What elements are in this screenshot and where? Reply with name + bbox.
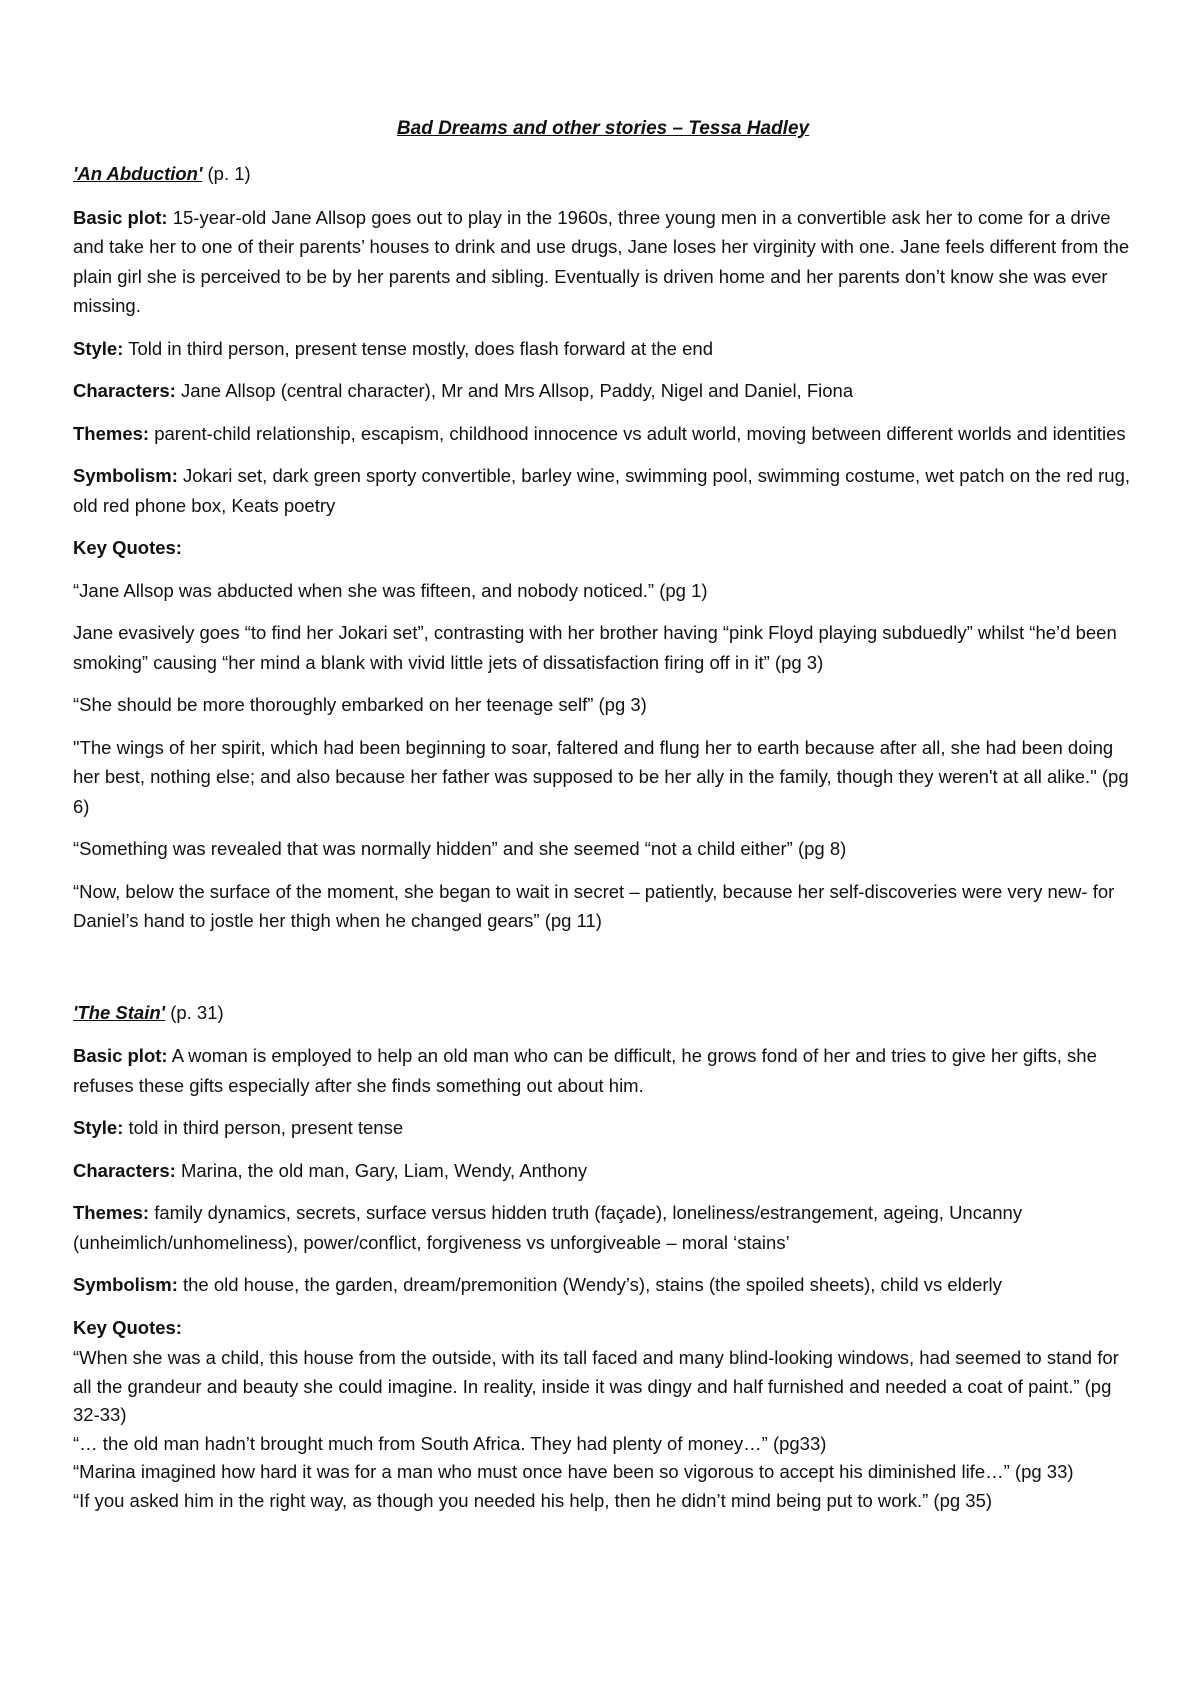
quote: "The wings of her spirit, which had been beginning to soar, faltered and flung her to earth because after all, she had been doing her best, nothing else; and also because her father was supposed to be her ally in the family, though they weren't at all alike." (pg 6) <box>73 736 1129 817</box>
basic-plot-text: A woman is employed to help an old man who can be difficult, he grows fond of her and tries to give her gifts, she refuses these gifts especially after she finds something out about him. <box>73 1045 1097 1096</box>
style-paragraph <box>73 334 1133 364</box>
style-text: Told in third person, present tense mostly, does flash forward at the end <box>123 337 713 359</box>
themes-label: Themes: <box>73 1202 150 1223</box>
characters-text: Jane Allsop (central character), Mr and Mrs Allsop, Paddy, Nigel and Daniel, Fiona <box>175 380 854 401</box>
document-page <box>73 118 1133 1515</box>
characters-paragraph <box>73 376 1133 406</box>
symbolism-text: the old house, the garden, dream/premonition (Wendy’s), stains (the spoiled sheets), child vs elderly <box>177 1274 1002 1295</box>
story-page-ref: (p. 1) <box>202 163 251 184</box>
quote: “Now, below the surface of the moment, she began to wait in secret – patiently, because her self-discoveries were very new- for Daniel’s hand to jostle her thigh when he changed gears” (pg 11) <box>73 880 1115 931</box>
basic-plot-paragraph <box>73 203 1133 321</box>
quote: “Jane Allsop was abducted when she was fifteen, and nobody noticed.” (pg 1) <box>73 579 708 601</box>
story-heading <box>73 159 1133 189</box>
symbolism-label: Symbolism: <box>73 1274 178 1295</box>
story-title: 'The Stain' <box>73 1001 166 1023</box>
symbolism-label: Symbolism: <box>73 465 178 486</box>
quotes-list <box>73 1344 1133 1515</box>
key-quotes-label: Key Quotes: <box>73 1316 182 1338</box>
basic-plot-label: Basic plot: <box>73 206 168 228</box>
story-page-ref: (p. 31) <box>165 1001 224 1023</box>
style-paragraph <box>73 1113 1133 1143</box>
characters-label: Characters: <box>73 380 176 401</box>
key-quotes-label: Key Quotes: <box>73 537 182 558</box>
themes-label: Themes: <box>73 422 150 444</box>
themes-paragraph <box>73 419 1133 449</box>
themes-paragraph <box>73 1198 1133 1257</box>
characters-paragraph <box>73 1156 1133 1186</box>
basic-plot-paragraph <box>73 1041 1133 1100</box>
basic-plot-text: 15-year-old Jane Allsop goes out to play in the 1960s, three young men in a convertible ask her to come for a drive and take her to one of their parents’ houses to drink and use drugs, Jane loses her virginity with one. Jane feels different from the plain girl she is perceived to be by her parents and sibling. Eventually is driven home and her parents don’t know she was ever missing. <box>73 206 1130 316</box>
story-heading <box>73 998 1133 1028</box>
basic-plot-label: Basic plot: <box>73 1045 168 1066</box>
key-quotes-heading <box>73 533 1133 563</box>
quote: “… the old man hadn’t brought much from South Africa. They had plenty of money…” (pg33) <box>73 1432 827 1454</box>
style-label: Style: <box>73 1117 124 1138</box>
symbolism-text: Jokari set, dark green sporty convertible, barley wine, swimming pool, swimming costume, wet patch on the red rug, old red phone box, Keats poetry <box>73 465 1130 516</box>
key-quotes-heading <box>73 1313 1133 1343</box>
style-label: Style: <box>73 337 124 359</box>
symbolism-paragraph <box>73 1270 1133 1300</box>
quote: “Something was revealed that was normally hidden” and she seemed “not a child either” (pg 8) <box>73 838 847 859</box>
themes-text: parent-child relationship, escapism, childhood innocence vs adult world, moving between different worlds and identities <box>149 422 1126 444</box>
quote: “When she was a child, this house from the outside, with its tall faced and many blind-looking windows, had seemed to stand for all the grandeur and beauty she could imagine. In reality, inside it was dingy and half furnished and needed a coat of paint.” (pg 32-33) <box>73 1347 1119 1425</box>
story-section-an-abduction <box>73 159 1133 936</box>
story-title: 'An Abduction' <box>73 163 203 184</box>
style-text: told in third person, present tense <box>123 1117 404 1138</box>
characters-label: Characters: <box>73 1159 176 1181</box>
quote: Jane evasively goes “to find her Jokari set”, contrasting with her brother having “pink Floyd playing subduedly” whilst “he’d been smoking” causing “her mind a blank with vivid little jets of dissatisfaction firing off in it” (pg 3) <box>73 622 1117 673</box>
themes-text: family dynamics, secrets, surface versus hidden truth (façade), loneliness/estrangement, ageing, Uncanny (unheimlich/unhomeliness), power/conflict, forgiveness vs unforgiveable – moral ‘stains’ <box>73 1202 1023 1253</box>
quote: “Marina imagined how hard it was for a man who must once have been so vigorous to accept his diminished life…” (pg 33) <box>73 1461 1074 1482</box>
section-spacer <box>73 949 1133 998</box>
story-section-the-stain <box>73 998 1133 1516</box>
symbolism-paragraph <box>73 461 1133 520</box>
document-title: Bad Dreams and other stories – Tessa Hadley <box>396 118 810 139</box>
quote: “If you asked him in the right way, as though you needed his help, then he didn’t mind being put to work.” (pg 35) <box>73 1489 993 1511</box>
quote: “She should be more thoroughly embarked on her teenage self” (pg 3) <box>73 694 647 715</box>
characters-text: Marina, the old man, Gary, Liam, Wendy, Anthony <box>175 1159 588 1181</box>
